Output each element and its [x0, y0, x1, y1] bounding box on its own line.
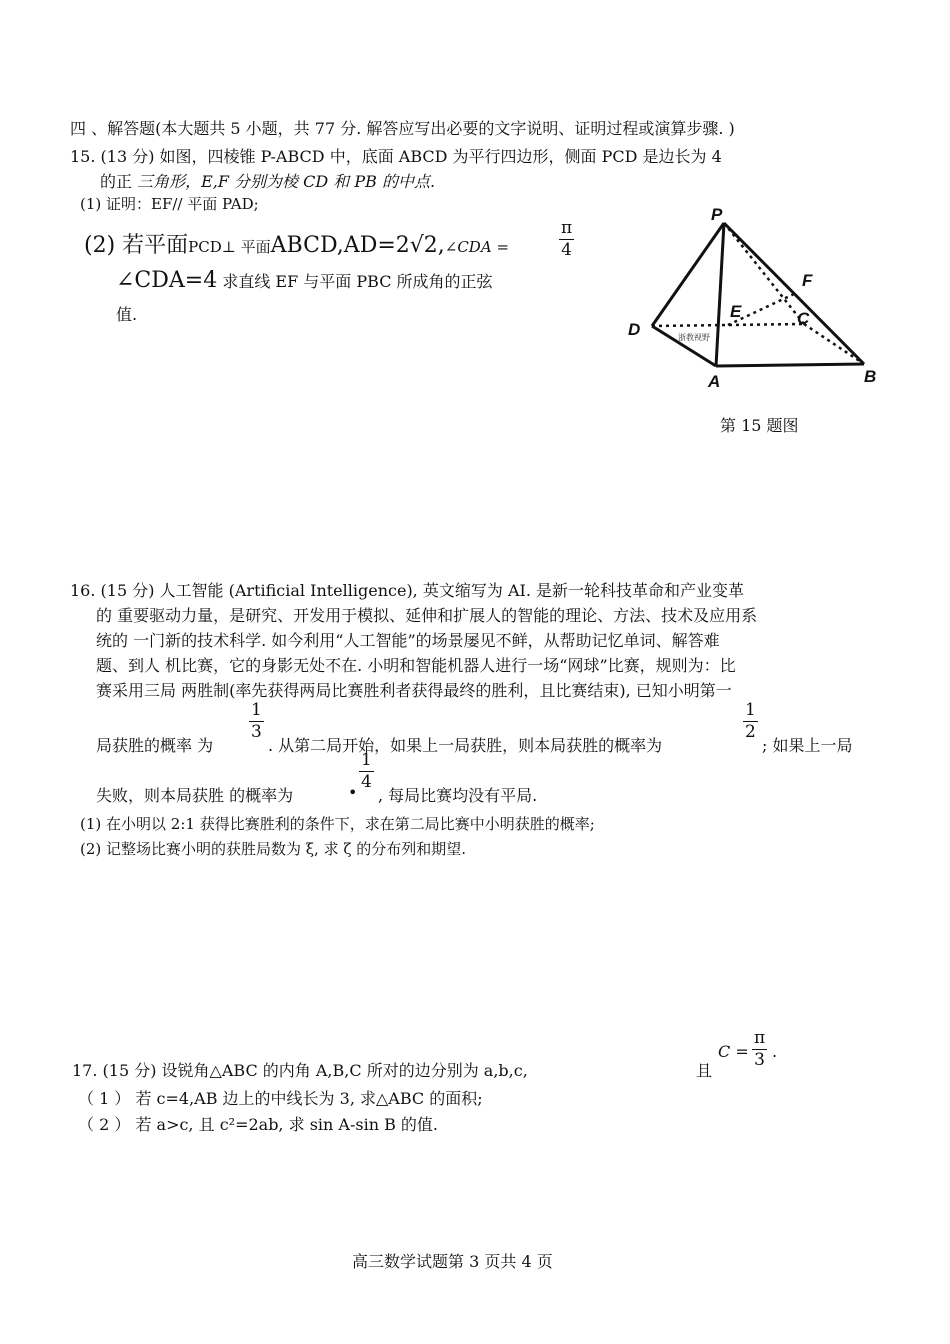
q16-line5: 赛采用三局 两胜制(率先获得两局比赛胜利者获得最终的胜利，且比赛结束), 已知小明第一	[96, 681, 732, 700]
q16-line7b: , 每局比赛均没有平局.	[378, 786, 538, 805]
q17-c-num: π	[754, 1028, 766, 1048]
q16-frac-first-win	[249, 702, 264, 741]
q16-frac1-num: 1	[251, 700, 262, 720]
q16-frac3-den: 4	[361, 772, 372, 792]
q15-line5: 值.	[116, 305, 138, 324]
q15-line2-b: 三角形，E,F 分别为棱 CD 和 PB 的中点.	[137, 172, 436, 191]
label-F: F	[802, 271, 813, 290]
q16-line3: 统的 一门新的技术科学. 如今利用“人工智能”的场景屡见不鲜，从帮助记忆单词、解答难	[96, 631, 720, 650]
q16-frac1-den: 3	[251, 722, 262, 742]
q15-line1: 15. (13 分) 如图，四棱锥 P-ABCD 中，底面 ABCD 为平行四边形，侧面 PCD 是边长为 4	[70, 147, 722, 166]
q15-part2	[84, 228, 509, 259]
edge-PA	[716, 223, 724, 366]
label-B: B	[864, 367, 877, 386]
q17-c-fraction	[752, 1030, 767, 1069]
q17-c-period: .	[772, 1042, 778, 1061]
q16-line4: 题、到人 机比赛，它的身影无处不在. 小明和智能机器人进行一场“网球”比赛，规则为：比	[96, 656, 736, 675]
q15-line4	[116, 268, 493, 293]
edge-PD	[652, 223, 724, 326]
q16-frac3-num: 1	[361, 750, 372, 770]
q15-part2-big: (2) 若平面	[84, 233, 189, 258]
q16-dot: •	[348, 783, 358, 802]
q17-qie: 且	[696, 1061, 713, 1080]
label-D: D	[628, 320, 641, 339]
pyramid-figure	[618, 198, 900, 394]
q16-frac-after-loss	[359, 752, 374, 791]
q16-frac2-num: 1	[745, 700, 756, 720]
q15-angle-den: 4	[561, 240, 572, 260]
q15-angle-num: π	[561, 218, 573, 238]
page-footer: 高三数学试题第 3 页共 4 页	[352, 1252, 553, 1271]
q16-line6a: 局获胜的概率 为	[96, 736, 214, 755]
q17-part2: （ 2 ） 若 a>c, 且 c²=2ab, 求 sin A-sin B 的值.	[78, 1115, 439, 1134]
q17-line1: 17. (15 分) 设锐角△ABC 的内角 A,B,C 所对的边分别为 a,b,c,	[72, 1061, 528, 1080]
edge-CB	[804, 324, 864, 364]
q15-line2-a: 的正	[100, 172, 138, 191]
q16-part1: (1) 在小明以 2:1 获得比赛胜利的条件下，求在第二局比赛中小明获胜的概率;	[80, 815, 595, 833]
figure-caption: 第 15 题图	[720, 416, 799, 435]
q15-line4-big: ∠CDA=4	[116, 268, 218, 293]
label-C: C	[797, 309, 810, 328]
q16-part2: (2) 记整场比赛小明的获胜局数为 ξ, 求 ζ 的分布列和期望.	[80, 840, 467, 858]
edge-DA	[652, 326, 716, 366]
q16-line6b: . 从第二局开始，如果上一局获胜，则本局获胜的概率为	[268, 736, 663, 755]
q17-part1: （ 1 ） 若 c=4,AB 边上的中线长为 3, 求△ABC 的面积;	[78, 1089, 483, 1108]
q16-frac-after-win	[743, 702, 758, 741]
q15-part2-mid: PCD⊥ 平面	[188, 238, 271, 256]
q15-line4-rest: 求直线 EF 与平面 PBC 所成角的正弦	[222, 272, 493, 291]
edge-AB	[716, 364, 864, 366]
q17-c-den: 3	[754, 1050, 765, 1070]
q16-line6c: ; 如果上一局	[762, 736, 853, 755]
label-P: P	[711, 205, 723, 224]
q17-c-label: C =	[718, 1042, 749, 1061]
q16-frac2-den: 2	[745, 722, 756, 742]
q15-angle-fraction	[559, 220, 574, 259]
q15-part1: (1) 证明：EF// 平面 PAD;	[80, 195, 259, 213]
q15-part2-big2: ABCD,AD=2√2,	[270, 233, 445, 258]
label-A: A	[708, 372, 721, 391]
q15-line2	[100, 169, 435, 192]
q15-angle-label: ∠CDA =	[444, 238, 510, 256]
q16-line7a: 失败，则本局获胜 的概率为	[96, 786, 294, 805]
edge-PB	[724, 223, 864, 364]
figure-watermark: 浙教视野	[678, 333, 710, 342]
q16-line1: 16. (15 分) 人工智能 (Artificial Intelligence), 英文缩写为 AI. 是新一轮科技革命和产业变革	[70, 581, 744, 600]
section-heading: 四 、解答题(本大题共 5 小题，共 77 分. 解答应写出必要的文字说明、证明过程或演算步骤. )	[70, 119, 735, 138]
q16-line2: 的 重要驱动力量，是研究、开发用于模拟、延伸和扩展人的智能的理论、方法、技术及应用系	[96, 606, 758, 625]
label-E: E	[730, 302, 742, 321]
